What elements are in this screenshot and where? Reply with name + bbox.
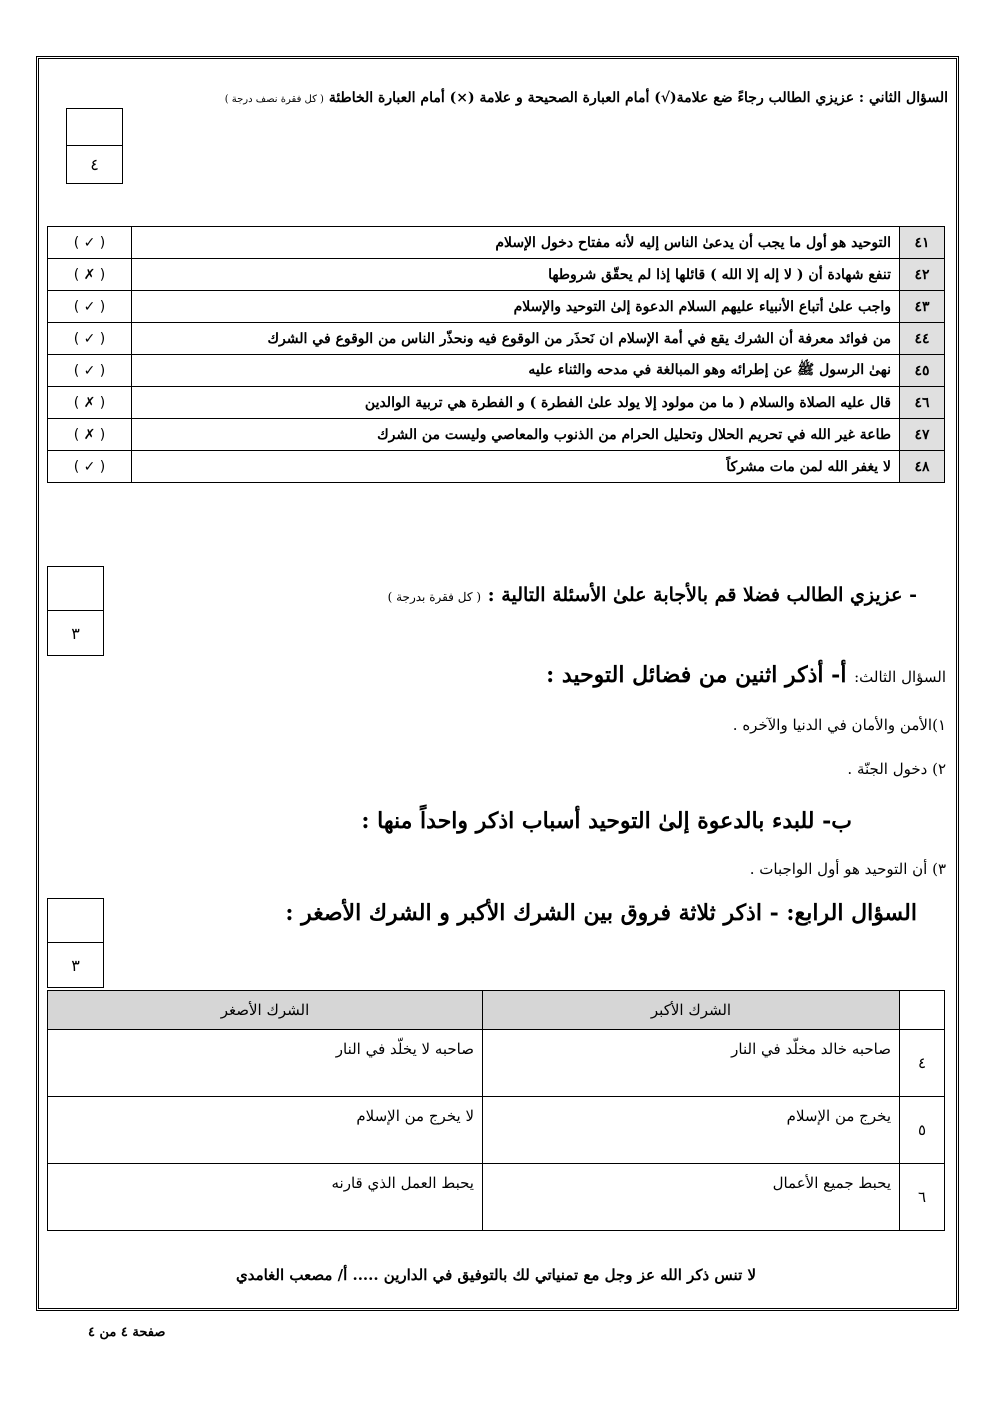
row-number: ٤٨ (900, 451, 945, 483)
statement: لا يغفر الله لمن مات مشركاً (132, 451, 900, 483)
statement: من فوائد معرفة أن الشرك يقع في أمة الإسلام ان نَحذَر من الوقوع فيه ونحذّر الناس من الوقوع في الشرك (132, 323, 900, 355)
answer-mark[interactable]: ( ✓ ) (48, 323, 132, 355)
score-value: ٤ (90, 155, 99, 174)
score-value: ٣ (71, 955, 80, 975)
minor-cell: يحبط العمل الذي قارنه (48, 1164, 483, 1231)
major-cell: صاحبه خالد مخلّد في النار (483, 1030, 900, 1097)
row-number: ٤٤ (900, 323, 945, 355)
row-number: ٦ (900, 1164, 945, 1231)
header-major: الشرك الأكبر (483, 991, 900, 1030)
page-number: صفحة ٤ من ٤ (88, 1325, 166, 1340)
row-number: ٤ (900, 1030, 945, 1097)
row-number: ٤٦ (900, 387, 945, 419)
tf-row (48, 323, 945, 355)
statement: قال عليه الصلاة والسلام ( ما من مولود إلا يولد علىٰ الفطرة ) و الفطرة هي تربية الوالدين (132, 387, 900, 419)
q2-note: ( كل فقرة نصف درجة ) (224, 94, 324, 105)
comparison-header (48, 991, 945, 1030)
statement: نهىٰ الرسول ﷺ عن إطرائه وهو المبالغة في مدحه والثناء عليه (132, 355, 900, 387)
intro-text: - عزيزي الطالب فضلا قم بالأجابة علىٰ الأسئلة التالية : (487, 584, 917, 606)
q4-title: السؤال الرابع: - اذكر ثلاثة فروق بين الشرك الأكبر و الشرك الأصغر : (285, 900, 917, 926)
minor-cell: صاحبه لا يخلّد في النار (48, 1030, 483, 1097)
tf-row (48, 451, 945, 483)
answer-mark[interactable]: ( ✓ ) (48, 355, 132, 387)
statement: واجب علىٰ أتباع الأنبياء عليهم السلام الدعوة إلىٰ التوحيد والإسلام (132, 291, 900, 323)
comparison-table (47, 990, 945, 1231)
score-box-q3 (47, 566, 104, 656)
statement: طاعة غير الله في تحريم الحلال وتحليل الحرام من الذنوب والمعاصي وليست من الشرك (132, 419, 900, 451)
answer-mark[interactable]: ( ✗ ) (48, 259, 132, 291)
row-number: ٤١ (900, 227, 945, 259)
score-value: ٣ (71, 623, 80, 643)
row-number: ٤٧ (900, 419, 945, 451)
q2-title: السؤال الثاني : عزيزي الطالب رجاءً ضع علامة(√) أمام العبارة الصحيحة و علامة (×) أمام العبارة الخاطئة (328, 90, 948, 106)
tf-row (48, 419, 945, 451)
q3a-text: أ- أذكر اثنين من فضائل التوحيد : (546, 662, 847, 688)
true-false-table (47, 226, 945, 483)
row-number: ٤٥ (900, 355, 945, 387)
tf-row (48, 387, 945, 419)
q3-label: السؤال الثالث: (854, 668, 946, 686)
comparison-row (48, 1030, 945, 1097)
tf-row (48, 259, 945, 291)
score-box-q2 (66, 108, 123, 184)
score-box-q4 (47, 898, 104, 988)
answer-mark[interactable]: ( ✗ ) (48, 419, 132, 451)
row-number: ٥ (900, 1097, 945, 1164)
row-number: ٤٣ (900, 291, 945, 323)
q2-heading (68, 90, 948, 106)
major-cell: يخرج من الإسلام (483, 1097, 900, 1164)
header-minor: الشرك الأصغر (48, 991, 483, 1030)
q3b-text: ب- للبدء بالدعوة إلىٰ التوحيد أسباب اذكر واحداً منها : (361, 808, 852, 834)
comparison-row (48, 1097, 945, 1164)
section3-intro (388, 584, 917, 606)
answer-3: ٣) أن التوحيد هو أول الواجبات . (749, 860, 946, 878)
tf-row (48, 355, 945, 387)
answer-mark[interactable]: ( ✗ ) (48, 387, 132, 419)
footer-text: لا تنس ذكر الله عز وجل مع تمنياتي لك بالتوفيق في الدارين ..... أ/ مصعب الغامدي (235, 1266, 757, 1284)
minor-cell: لا يخرج من الإسلام (48, 1097, 483, 1164)
tf-row (48, 227, 945, 259)
statement: التوحيد هو أول ما يجب أن يدعىٰ الناس إليه لأنه مفتاح دخول الإسلام (132, 227, 900, 259)
major-cell: يحبط جميع الأعمال (483, 1164, 900, 1231)
comparison-row (48, 1164, 945, 1231)
answer-2: ٢) دخول الجنّة . (847, 760, 946, 778)
tf-row (48, 291, 945, 323)
answer-mark[interactable]: ( ✓ ) (48, 451, 132, 483)
answer-mark[interactable]: ( ✓ ) (48, 227, 132, 259)
answer-1: ١)الأمن والأمان في الدنيا والآخره . (732, 716, 946, 734)
answer-mark[interactable]: ( ✓ ) (48, 291, 132, 323)
statement: تنفع شهادة أن ( لا إله إلا الله ) قائلها إذا لم يحقّق شروطها (132, 259, 900, 291)
q3-heading (546, 662, 946, 688)
row-number: ٤٢ (900, 259, 945, 291)
intro-note: ( كل فقرة بدرجة ) (387, 590, 482, 604)
